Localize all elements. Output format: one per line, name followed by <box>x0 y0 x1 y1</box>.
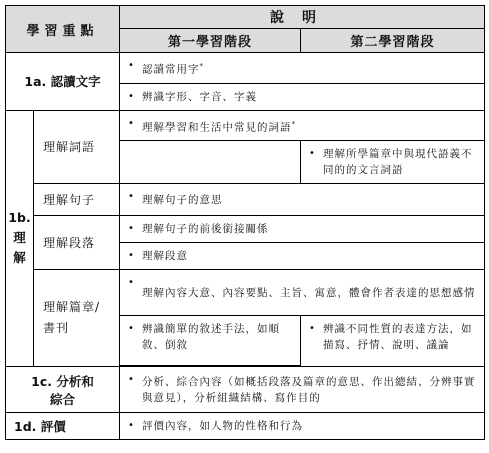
bullet-icon: • <box>309 148 316 159</box>
bullet-icon: • <box>128 323 135 334</box>
item-text: 理解段意 <box>142 250 189 262</box>
item-understand-common-words <box>120 110 485 141</box>
item-article-main-idea <box>120 270 485 316</box>
sub-understand-sentence: 理解句子 <box>34 184 120 216</box>
focus-1b-char-top: 理 <box>13 230 26 246</box>
item-text: 理解句子的意思 <box>142 193 223 206</box>
item-text: 辨識簡單的敘述手法，如順敘、倒敘 <box>142 323 281 351</box>
item-recognize-common-characters <box>120 53 485 84</box>
item-understand-sentence-meaning <box>120 184 485 216</box>
item-text: 理解內容大意、內容要點、主旨、寓意，體會作者表達的思想感情 <box>142 286 476 299</box>
focus-1c-label <box>6 367 120 413</box>
header-row-1 <box>6 6 485 29</box>
item-analyze-synthesize <box>120 367 485 413</box>
item-text: 分析、綜合內容（如概括段落及篇章的意思、作出總結、分辨事實與意見），分析組織結構、寫作目的 <box>142 375 476 404</box>
asterisk-mark: * <box>199 62 205 70</box>
item-text: 理解學習和生活中常見的詞語 <box>142 121 292 133</box>
sub-understand-words: 理解詞語 <box>34 110 120 184</box>
bullet-icon: • <box>128 191 135 202</box>
header-description: 說明 <box>120 6 485 29</box>
item-expression-methods <box>301 316 485 367</box>
sub-understand-paragraph: 理解段落 <box>34 216 120 270</box>
bullet-icon: • <box>128 90 135 102</box>
item-text: 認讀常用字 <box>142 63 200 76</box>
bullet-icon: • <box>128 250 135 261</box>
item-sentence-cohesion <box>120 216 485 243</box>
row-1b-sentence <box>6 184 485 216</box>
item-identify-form-sound-meaning <box>120 83 485 110</box>
row-1b-words-1 <box>6 110 485 141</box>
item-text: 理解所學篇章中與現代語義不同的的文言詞語 <box>323 148 473 176</box>
focus-1b-code: 1b. <box>8 210 31 226</box>
bullet-icon: • <box>128 374 135 385</box>
row-1a-1 <box>6 53 485 84</box>
item-narrative-technique <box>120 316 301 366</box>
focus-1b-label <box>6 110 34 367</box>
item-text: 理解句子的前後銜接關係 <box>142 223 269 235</box>
item-paragraph-meaning <box>120 243 485 270</box>
focus-1b-char-bottom: 解 <box>13 250 26 266</box>
bullet-icon: • <box>309 323 316 334</box>
bullet-icon: • <box>128 60 135 71</box>
item-evaluate-content <box>120 413 485 440</box>
header-stage-2: 第二學習階段 <box>301 29 485 53</box>
bullet-icon: • <box>128 223 135 234</box>
curriculum-table <box>5 5 485 440</box>
sub-article-line-1: 理解篇章/ <box>43 300 101 314</box>
bullet-icon: • <box>128 277 135 288</box>
empty-stage1-cell <box>120 141 301 184</box>
item-text: 評價內容，如人物的性格和行為 <box>142 420 304 432</box>
sub-article-line-2: 書刊 <box>43 321 70 335</box>
focus-1a-label: 1a. 認讀文字 <box>6 53 120 111</box>
row-1d <box>6 413 485 440</box>
focus-1d-label: 1d. 評價 <box>6 413 120 440</box>
sub-understand-article <box>34 270 120 367</box>
row-1b-article-1 <box>6 270 485 316</box>
focus-1c-line-1: 1c. 分析和 <box>31 373 94 389</box>
item-text: 辨識不同性質的表達方法，如描寫、抒情、說明、議論 <box>323 323 473 351</box>
bullet-icon: • <box>128 117 135 129</box>
focus-1c-line-2: 綜合 <box>50 391 76 407</box>
item-understand-classical-words <box>301 141 485 184</box>
header-learning-focus: 學習重點 <box>6 6 120 53</box>
item-text: 辨識字形、字音、字義 <box>142 90 258 103</box>
header-stage-1: 第一學習階段 <box>120 29 301 53</box>
row-1c <box>6 367 485 413</box>
row-1b-paragraph-1 <box>6 216 485 243</box>
asterisk-mark: * <box>291 119 297 128</box>
bullet-icon: • <box>128 420 135 431</box>
